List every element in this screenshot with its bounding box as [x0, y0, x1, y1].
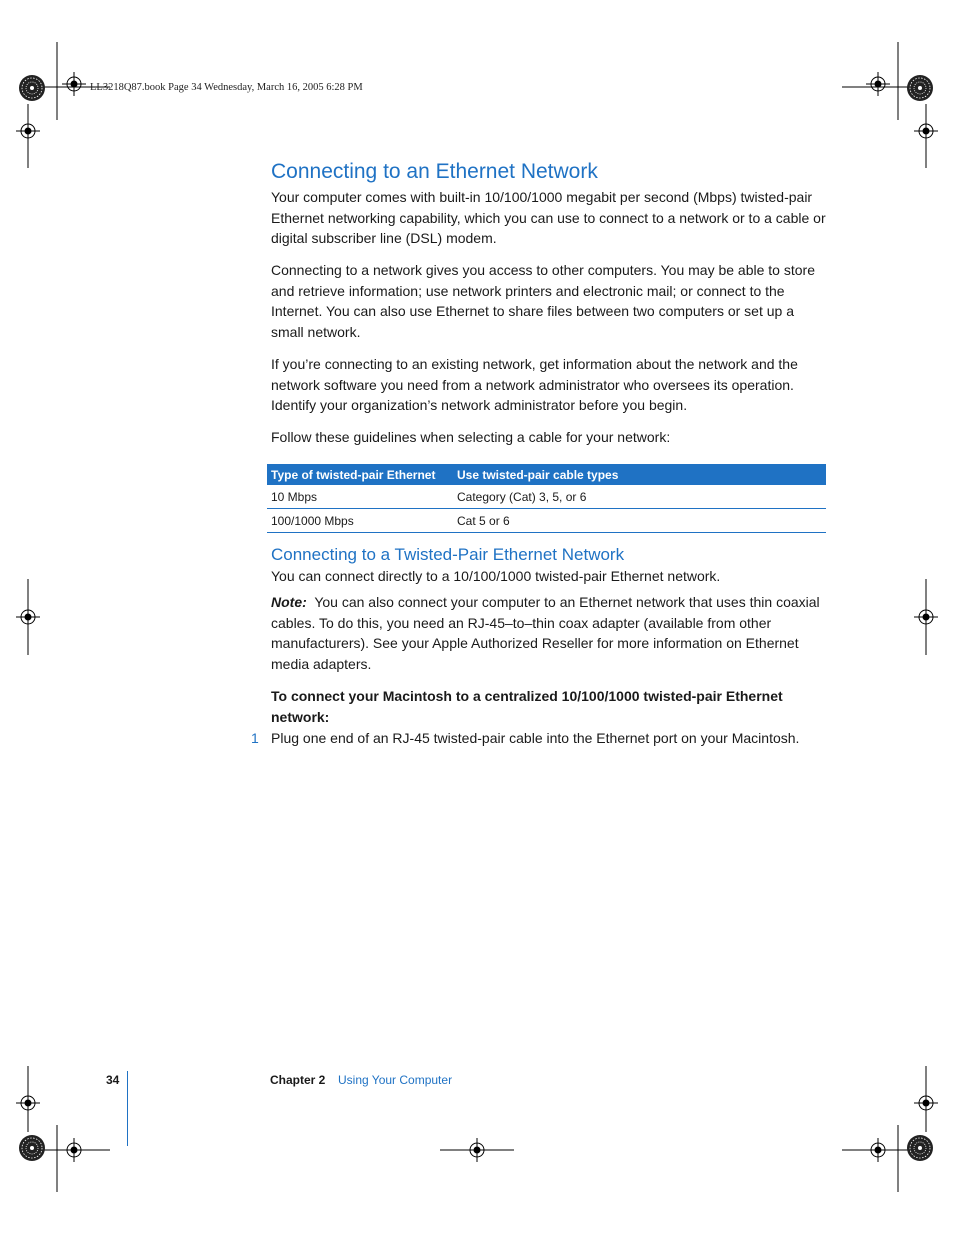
footer-chapter-title: Using Your Computer	[338, 1073, 453, 1087]
note-text: You can also connect your computer to an Ethernet network that uses thin coaxial cables. To do this, you need an RJ-45–to–thin coax adapter (available from other manufacturers). See your Apple Authorized Reseller for more information on Ethernet media adapters.	[271, 594, 820, 672]
table-cell: 10 Mbps	[267, 485, 453, 509]
table-row	[267, 485, 826, 509]
cable-table	[267, 464, 826, 533]
table-cell: Cat 5 or 6	[453, 509, 826, 533]
table-cell: Category (Cat) 3, 5, or 6	[453, 485, 826, 509]
paragraph-network-access: Connecting to a network gives you access to other computers. You may be able to store and retrieve information; use network printers and electronic mail; or connect to the Internet. You can also use Ethernet to share files between two computers or set up a small network.	[271, 262, 815, 340]
footer-chapter-label: Chapter 2	[270, 1073, 326, 1087]
section-heading: Connecting to an Ethernet Network	[271, 160, 598, 183]
table-cell: 100/1000 Mbps	[267, 509, 453, 533]
step-text: Plug one end of an RJ-45 twisted-pair cable into the Ethernet port on your Macintosh.	[271, 730, 800, 746]
print-slug: LL3218Q87.book Page 34 Wednesday, March 16, 2005 6:28 PM	[90, 82, 363, 93]
footer-divider	[127, 1071, 128, 1146]
table-header-cell: Type of twisted-pair Ethernet	[267, 464, 453, 485]
subsection-heading: Connecting to a Twisted-Pair Ethernet Network	[271, 545, 625, 564]
table-header-cell: Use twisted-pair cable types	[453, 464, 826, 485]
table-header-row	[267, 464, 826, 485]
table-row	[267, 509, 826, 533]
page-number: 34	[106, 1073, 120, 1087]
paragraph-intro: Your computer comes with built-in 10/100/1000 megabit per second (Mbps) twisted-pair Ethernet networking capability, which you can use to connect to a network or to a cable or digital subscriber line (DSL) modem.	[271, 189, 826, 246]
task-heading: To connect your Macintosh to a centralized 10/100/1000 twisted-pair Ethernet network:	[271, 688, 783, 725]
paragraph-subsection-intro: You can connect directly to a 10/100/1000 twisted-pair Ethernet network.	[271, 568, 721, 584]
note-label: Note:	[271, 594, 307, 610]
paragraph-guidelines: Follow these guidelines when selecting a cable for your network:	[271, 429, 671, 445]
step-number: 1	[251, 730, 259, 746]
note-paragraph	[271, 592, 827, 674]
paragraph-existing-network: If you’re connecting to an existing network, get information about the network and the network software you need from a network administrator who oversees its operation. Identify your organization’s network administrator before you begin.	[271, 356, 798, 413]
